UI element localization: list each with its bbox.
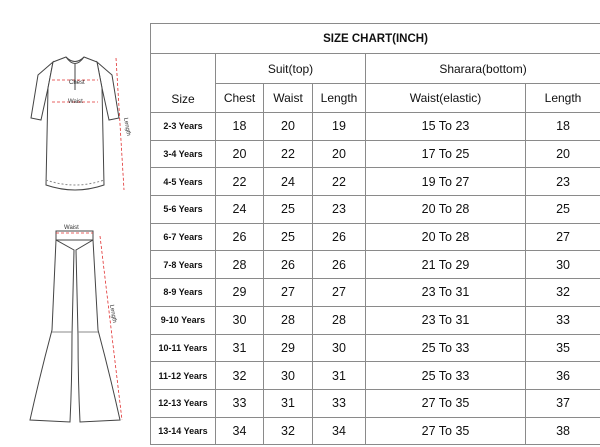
cell-chest: 32 bbox=[216, 362, 264, 390]
cell-size: 3-4 Years bbox=[151, 140, 216, 168]
cell-length: 26 bbox=[313, 223, 366, 251]
header-chest: Chest bbox=[216, 84, 264, 113]
cell-size: 6-7 Years bbox=[151, 223, 216, 251]
cell-length: 27 bbox=[313, 279, 366, 307]
cell-waist-elastic: 21 To 29 bbox=[366, 251, 526, 279]
cell-bottom-length: 27 bbox=[526, 223, 600, 251]
group-sharara-bottom: Sharara(bottom) bbox=[366, 54, 600, 84]
cell-size: 8-9 Years bbox=[151, 279, 216, 307]
cell-bottom-length: 23 bbox=[526, 168, 600, 196]
chart-title: SIZE CHART(INCH) bbox=[151, 24, 600, 54]
cell-waist: 30 bbox=[264, 362, 313, 390]
cell-chest: 29 bbox=[216, 279, 264, 307]
column-header-row bbox=[151, 84, 600, 113]
cell-waist-elastic: 23 To 31 bbox=[366, 306, 526, 334]
title-row bbox=[151, 24, 600, 54]
cell-length: 34 bbox=[313, 417, 366, 445]
header-waist-elastic: Waist(elastic) bbox=[366, 84, 526, 113]
garment-drawings bbox=[0, 0, 150, 447]
cell-bottom-length: 32 bbox=[526, 279, 600, 307]
cell-size: 13-14 Years bbox=[151, 417, 216, 445]
waist-label: Waist bbox=[68, 99, 83, 105]
table-row bbox=[151, 334, 600, 362]
cell-chest: 28 bbox=[216, 251, 264, 279]
table-row bbox=[151, 306, 600, 334]
length-label: Length bbox=[122, 117, 132, 137]
size-rows bbox=[151, 113, 600, 445]
cell-waist: 22 bbox=[264, 140, 313, 168]
cell-chest: 33 bbox=[216, 389, 264, 417]
cell-length: 19 bbox=[313, 113, 366, 141]
cell-size: 7-8 Years bbox=[151, 251, 216, 279]
cell-waist: 25 bbox=[264, 196, 313, 224]
length-line bbox=[116, 58, 124, 190]
table-row bbox=[151, 168, 600, 196]
table-row bbox=[151, 251, 600, 279]
cell-size: 9-10 Years bbox=[151, 306, 216, 334]
cell-length: 22 bbox=[313, 168, 366, 196]
header-bottom-length: Length bbox=[526, 84, 600, 113]
cell-waist-elastic: 27 To 35 bbox=[366, 389, 526, 417]
cell-chest: 30 bbox=[216, 306, 264, 334]
cell-waist-elastic: 23 To 31 bbox=[366, 279, 526, 307]
cell-waist-elastic: 25 To 33 bbox=[366, 362, 526, 390]
cell-waist: 25 bbox=[264, 223, 313, 251]
left-leg bbox=[30, 240, 74, 422]
cell-bottom-length: 20 bbox=[526, 140, 600, 168]
cell-bottom-length: 36 bbox=[526, 362, 600, 390]
header-waist: Waist bbox=[264, 84, 313, 113]
cell-size: 5-6 Years bbox=[151, 196, 216, 224]
cell-chest: 24 bbox=[216, 196, 264, 224]
chest-label: Chest bbox=[69, 80, 85, 86]
group-header-row bbox=[151, 54, 600, 84]
table-row bbox=[151, 279, 600, 307]
table-row bbox=[151, 196, 600, 224]
cell-chest: 34 bbox=[216, 417, 264, 445]
table-row bbox=[151, 362, 600, 390]
cell-waist-elastic: 20 To 28 bbox=[366, 196, 526, 224]
cell-waist: 32 bbox=[264, 417, 313, 445]
cell-bottom-length: 35 bbox=[526, 334, 600, 362]
cell-waist-elastic: 27 To 35 bbox=[366, 417, 526, 445]
cell-length: 23 bbox=[313, 196, 366, 224]
cell-length: 26 bbox=[313, 251, 366, 279]
cell-size: 10-11 Years bbox=[151, 334, 216, 362]
cell-waist: 28 bbox=[264, 306, 313, 334]
cell-length: 31 bbox=[313, 362, 366, 390]
cell-waist-elastic: 19 To 27 bbox=[366, 168, 526, 196]
cell-waist: 31 bbox=[264, 389, 313, 417]
cell-chest: 31 bbox=[216, 334, 264, 362]
cell-bottom-length: 38 bbox=[526, 417, 600, 445]
sharara-length-label: Length bbox=[108, 304, 118, 324]
table-row bbox=[151, 113, 600, 141]
cell-size: 12-13 Years bbox=[151, 389, 216, 417]
table-row bbox=[151, 389, 600, 417]
cell-length: 33 bbox=[313, 389, 366, 417]
cell-bottom-length: 37 bbox=[526, 389, 600, 417]
cell-length: 30 bbox=[313, 334, 366, 362]
size-illustrations bbox=[0, 0, 150, 447]
cell-bottom-length: 33 bbox=[526, 306, 600, 334]
sharara-waist-label: Waist bbox=[64, 225, 79, 231]
header-length: Length bbox=[313, 84, 366, 113]
table-row bbox=[151, 223, 600, 251]
cell-bottom-length: 30 bbox=[526, 251, 600, 279]
table-row bbox=[151, 417, 600, 445]
size-chart-table bbox=[150, 23, 600, 445]
cell-waist: 24 bbox=[264, 168, 313, 196]
cell-waist: 26 bbox=[264, 251, 313, 279]
cell-waist: 27 bbox=[264, 279, 313, 307]
waistband bbox=[56, 231, 93, 240]
cell-chest: 22 bbox=[216, 168, 264, 196]
cell-chest: 26 bbox=[216, 223, 264, 251]
cell-bottom-length: 25 bbox=[526, 196, 600, 224]
cell-waist-elastic: 15 To 23 bbox=[366, 113, 526, 141]
sharara-drawing bbox=[30, 231, 120, 422]
table-row bbox=[151, 140, 600, 168]
cell-size: 11-12 Years bbox=[151, 362, 216, 390]
cell-chest: 20 bbox=[216, 140, 264, 168]
cell-bottom-length: 18 bbox=[526, 113, 600, 141]
size-header: Size bbox=[151, 54, 216, 113]
kurta-drawing bbox=[31, 57, 119, 190]
cell-size: 2-3 Years bbox=[151, 113, 216, 141]
cell-waist-elastic: 17 To 25 bbox=[366, 140, 526, 168]
cell-size: 4-5 Years bbox=[151, 168, 216, 196]
cell-length: 28 bbox=[313, 306, 366, 334]
cell-waist: 29 bbox=[264, 334, 313, 362]
group-suit-top: Suit(top) bbox=[216, 54, 366, 84]
cell-chest: 18 bbox=[216, 113, 264, 141]
cell-waist-elastic: 20 To 28 bbox=[366, 223, 526, 251]
right-leg bbox=[76, 240, 120, 422]
cell-waist-elastic: 25 To 33 bbox=[366, 334, 526, 362]
cell-length: 20 bbox=[313, 140, 366, 168]
cell-waist: 20 bbox=[264, 113, 313, 141]
